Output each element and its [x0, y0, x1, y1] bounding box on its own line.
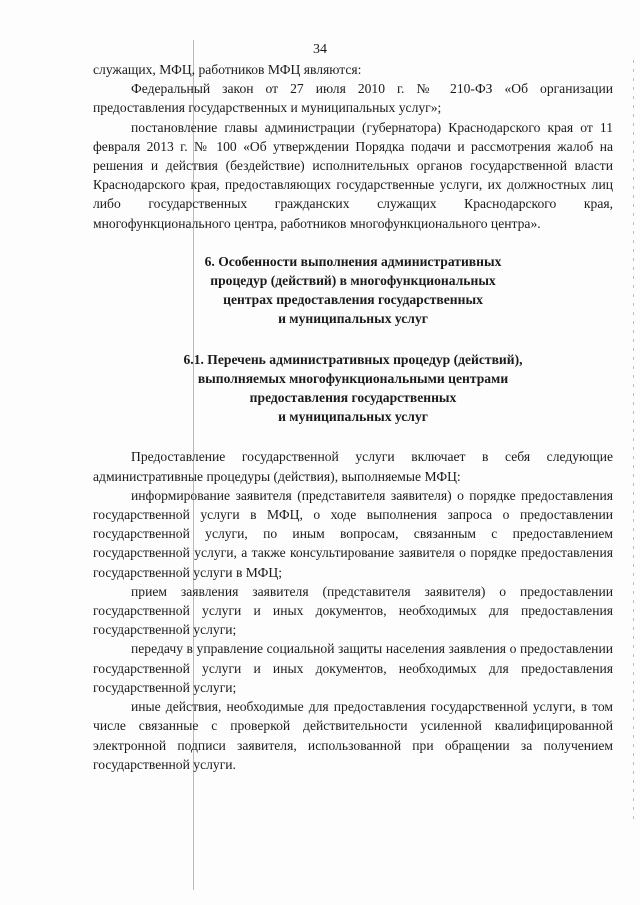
- scan-edge-artifact: [633, 60, 634, 820]
- paragraph-federal-law: Федеральный закон от 27 июля 2010 г. № 210-ФЗ «Об организации предоставления государственных и муниципальных услуг»;: [93, 81, 613, 116]
- document-body: [93, 60, 613, 774]
- heading-6-1-line: и муниципальных услуг: [278, 409, 428, 425]
- heading-6-line: процедур (действий) в многофункциональных: [210, 273, 496, 289]
- paragraph-decree: постановление главы администрации (губернатора) Краснодарского края от 11 февраля 2013 г. № 100 «Об утверждении Порядка подачи и рассмотрения жалоб на решения и действия (бездействие) исполнительных органов государственной власти Краснодарского края, предоставляющих государственные услуги, их должностных лиц либо государственных гражданских служащих Краснодарского края, многофункционального центра, работников многофункционального центра».: [93, 119, 613, 231]
- heading-6-line: центрах предоставления государственных: [223, 292, 483, 308]
- paragraph-intro: Предоставление государственной услуги включает в себя следующие административные процедуры (действия), выполняемые МФЦ:: [93, 449, 613, 484]
- paragraph-continuation: служащих, МФЦ, работников МФЦ являются:: [93, 62, 362, 77]
- section-heading-6-1: [93, 350, 613, 427]
- section-heading-6: [93, 252, 613, 329]
- heading-6-1-line: предоставления государственных: [249, 390, 457, 406]
- list-item-reception: прием заявления заявителя (представителя заявителя) о предоставлении государственной услуги и иных документов, необходимых для предоставления государственной услуги;: [93, 583, 613, 638]
- heading-6-line: и муниципальных услуг: [278, 311, 428, 327]
- heading-6-1-line: выполняемых многофункциональными центрами: [197, 370, 509, 386]
- list-item-informing: информирование заявителя (представителя заявителя) о порядке предоставления государственной услуги в МФЦ, о ходе выполнения запроса о предоставлении государственной услуги, по иным вопросам, связанным с предоставлением государственной услуги, а также консультирование заявителя о порядке предоставления государственной услуги в МФЦ;: [93, 487, 613, 580]
- list-item-transfer: передачу в управление социальной защиты населения заявления о предоставлении государственной услуги и иных документов, необходимых для предоставления государственной услуги;: [93, 641, 613, 695]
- list-item-other-actions: иные действия, необходимые для предоставления государственной услуги, в том числе связанные с проверкой действительности усиленной квалифицированной электронной подписи заявителя, использованной при обращении за получением государственной услуги.: [93, 699, 613, 772]
- heading-6-line: 6. Особенности выполнения административных: [204, 253, 502, 269]
- heading-6-1-line: 6.1. Перечень административных процедур (действий),: [183, 351, 523, 367]
- page-number: 34: [313, 42, 327, 57]
